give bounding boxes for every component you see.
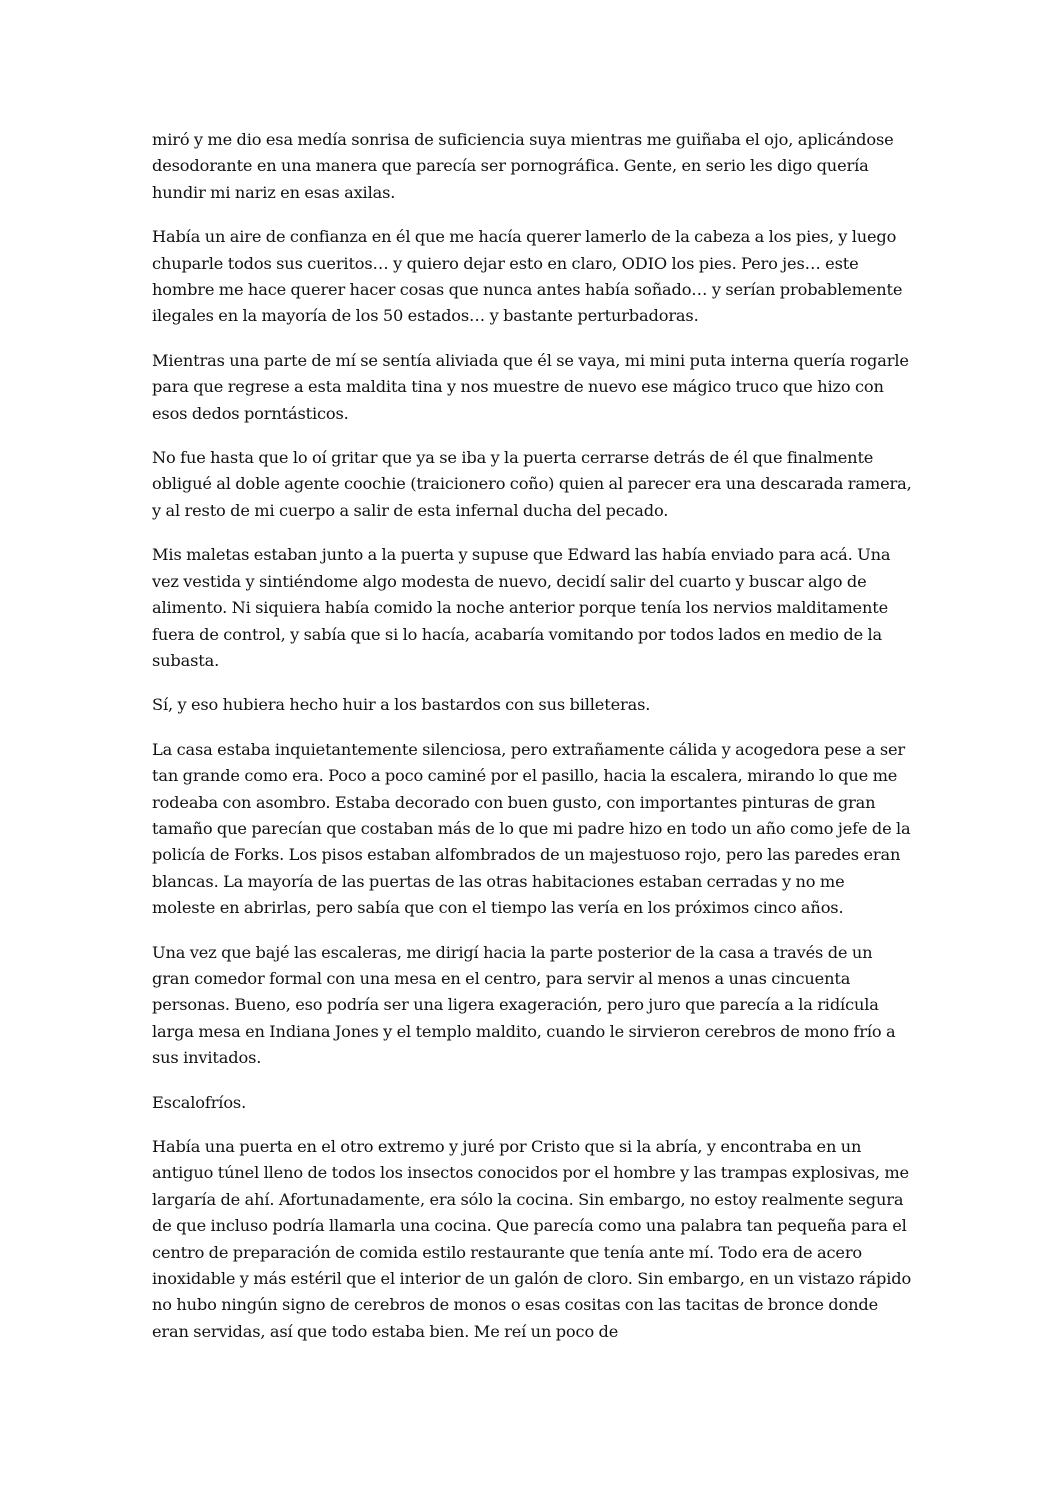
paragraph: Escalofríos. xyxy=(152,1092,247,1112)
paragraph: Mis maletas estaban junto a la puerta y supuse que Edward las había enviado para acá. Una vez vestida y sintiéndome algo modesta de nuevo, decidí salir del cuarto y buscar algo de alimento. Ni siquiera había comido la noche anterior porque tenía los nervios malditamente fuera de control, y sabía que si lo hacía, acabaría vomitando por todos lados en medio de la subasta. xyxy=(152,545,891,670)
paragraph: Mientras una parte de mí se sentía aliviada que él se vaya, mi mini puta interna quería rogarle para que regrese a esta maldita tina y nos muestre de nuevo ese mágico truco que hizo con esos dedos porntásticos. xyxy=(152,350,909,423)
paragraph: Había un aire de confianza en él que me hacía querer lamerlo de la cabeza a los pies, y luego chuparle todos sus cueritos… y quiero dejar esto en claro, ODIO los pies. Pero jes… este hombre me hace querer hacer cosas que nunca antes había soñado… y serían probablemente ilegales en la mayoría de los 50 estados… y bastante perturbadoras. xyxy=(152,227,903,326)
text-body xyxy=(152,127,912,1363)
paragraph: La casa estaba inquietantemente silenciosa, pero extrañamente cálida y acogedora pese a ser tan grande como era. Poco a poco caminé por el pasillo, hacia la escalera, mirando lo que me rodeaba con asombro. Estaba decorado con buen gusto, con importantes pinturas de gran tamaño que parecían que costaban más de lo que mi padre hizo en todo un año como jefe de la policía de Forks. Los pisos estaban alfombrados de un majestuoso rojo, pero las paredes eran blancas. La mayoría de las puertas de las otras habitaciones estaban cerradas y no me moleste en abrirlas, pero sabía que con el tiempo las vería en los próximos cinco años. xyxy=(152,739,911,918)
paragraph: No fue hasta que lo oí gritar que ya se iba y la puerta cerrarse detrás de él que finalmente obligué al doble agente coochie (traicionero coño) quien al parecer era una descarada ramera, y al resto de mi cuerpo a salir de esta infernal ducha del pecado. xyxy=(152,448,912,520)
paragraph: Había una puerta en el otro extremo y juré por Cristo que si la abría, y encontraba en un antiguo túnel lleno de todos los insectos conocidos por el hombre y las trampas explosivas, me largaría de ahí. Afortunadamente, era sólo la cocina. Sin embargo, no estoy realmente segura de que incluso podría llamarla una cocina. Que parecía como una palabra tan pequeña para el centro de preparación de comida estilo restaurante que tenía ante mí. Todo era de acero inoxidable y más estéril que el interior de un galón de cloro. Sin embargo, en un vistazo rápido no hubo ningún signo de cerebros de monos o esas cositas con las tacitas de bronce donde eran servidas, así que todo estaba bien. Me reí un poco de xyxy=(152,1137,912,1341)
paragraph: miró y me dio esa medía sonrisa de suficiencia suya mientras me guiñaba el ojo, aplicándose desodorante en una manera que parecía ser pornográfica. Gente, en serio les digo quería hundir mi nariz en esas axilas. xyxy=(152,130,894,202)
paragraph: Una vez que bajé las escaleras, me dirigí hacia la parte posterior de la casa a través de un gran comedor formal con una mesa en el centro, para servir al menos a unas cincuenta personas. Bueno, eso podría ser una ligera exageración, pero juro que parecía a la ridícula larga mesa en Indiana Jones y el templo maldito, cuando le sirvieron cerebros de mono frío a sus invitados. xyxy=(152,942,896,1068)
paragraph: Sí, y eso hubiera hecho huir a los bastardos con sus billeteras. xyxy=(152,695,651,715)
